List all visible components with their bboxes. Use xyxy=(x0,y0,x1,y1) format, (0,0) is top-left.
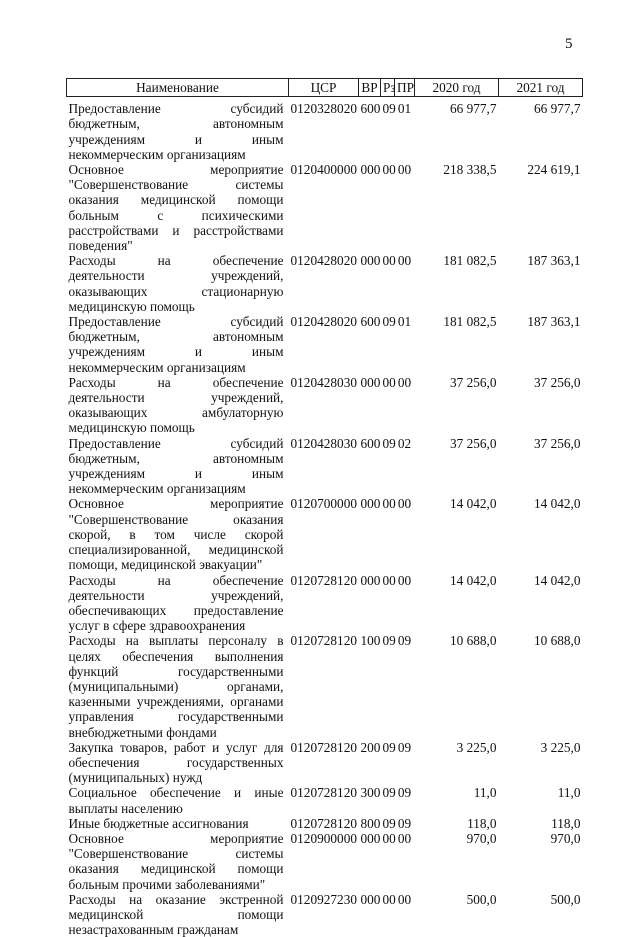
cell-2021: 224 619,1 xyxy=(527,162,581,178)
cell-2020: 500,0 xyxy=(466,891,497,907)
cell-rz: 00 xyxy=(382,496,396,512)
cell-2020: 10 688,0 xyxy=(449,633,497,649)
cell-vr: 000 xyxy=(360,891,381,907)
cell-csr: 0120728120 xyxy=(290,815,357,831)
header-2020: 2020 год xyxy=(415,79,499,97)
cell-2021: 14 042,0 xyxy=(533,496,581,512)
cell-csr: 0120428020 xyxy=(290,253,357,269)
cell-name: Основное мероприятие "Совершенствование системы оказания медицинской помощи больным с психическими расстройствами и расстройствами поведения" xyxy=(68,162,284,254)
cell-2021: 37 256,0 xyxy=(533,374,581,390)
cell-name: Предоставление субсидий бюджетным, автономным учреждениям и иным некоммерческим организациям xyxy=(68,314,284,375)
table-row xyxy=(67,831,583,892)
cell-csr: 0120728120 xyxy=(290,739,357,755)
cell-rz: 09 xyxy=(382,785,396,801)
table-row xyxy=(67,253,583,314)
cell-2021: 66 977,7 xyxy=(533,101,581,117)
table-row xyxy=(67,740,583,786)
cell-name: Основное мероприятие "Совершенствование оказания скорой, в том числе скорой специализированной, медицинской помощи, медицинской эвакуации" xyxy=(68,496,284,573)
table-body xyxy=(67,97,583,937)
cell-2021: 10 688,0 xyxy=(533,633,581,649)
cell-csr: 0120900000 xyxy=(290,830,357,846)
cell-2020: 37 256,0 xyxy=(449,435,497,451)
cell-csr: 0120927230 xyxy=(290,891,357,907)
cell-vr: 800 xyxy=(360,815,381,831)
table-row xyxy=(67,892,583,937)
cell-rz: 09 xyxy=(382,435,396,451)
cell-name: Предоставление субсидий бюджетным, автономным учреждениям и иным некоммерческим организациям xyxy=(68,101,284,162)
cell-vr: 000 xyxy=(360,374,381,390)
table-row xyxy=(67,496,583,572)
cell-name: Расходы на обеспечение деятельности учреждений, обеспечивающих предоставление услуг в сфере здравоохранения xyxy=(68,572,284,634)
cell-csr: 0120728120 xyxy=(290,572,357,588)
cell-vr: 100 xyxy=(360,633,381,649)
cell-csr: 0120700000 xyxy=(290,496,357,512)
cell-csr: 0120400000 xyxy=(290,162,357,178)
cell-2021: 187 363,1 xyxy=(527,253,581,269)
table-header-row xyxy=(67,79,583,97)
cell-csr: 0120728120 xyxy=(290,785,357,801)
table-row xyxy=(67,816,583,831)
header-pr: ПР xyxy=(395,79,415,97)
cell-pr: 00 xyxy=(397,253,412,269)
cell-pr: 01 xyxy=(397,314,412,330)
table-row xyxy=(67,314,583,375)
cell-vr: 000 xyxy=(360,572,381,588)
cell-rz: 09 xyxy=(382,101,396,117)
cell-csr: 0120428030 xyxy=(290,374,357,390)
table-row xyxy=(67,633,583,739)
cell-pr: 09 xyxy=(397,815,412,831)
cell-2021: 14 042,0 xyxy=(533,572,581,588)
cell-pr: 00 xyxy=(397,374,412,390)
cell-2020: 218 338,5 xyxy=(443,162,497,178)
table-row xyxy=(67,436,583,497)
cell-rz: 00 xyxy=(382,891,396,907)
cell-2021: 500,0 xyxy=(550,891,581,907)
cell-vr: 600 xyxy=(360,314,381,330)
cell-rz: 09 xyxy=(382,314,396,330)
page-number: 5 xyxy=(565,36,573,52)
cell-pr: 09 xyxy=(397,633,412,649)
table-row xyxy=(67,375,583,436)
header-vr: ВР xyxy=(359,79,381,97)
cell-pr: 02 xyxy=(397,435,412,451)
table-row xyxy=(67,97,583,162)
cell-csr: 0120328020 xyxy=(290,101,357,117)
cell-2020: 970,0 xyxy=(466,830,497,846)
cell-vr: 300 xyxy=(360,785,381,801)
cell-vr: 000 xyxy=(360,496,381,512)
budget-table xyxy=(66,78,583,937)
cell-vr: 000 xyxy=(360,162,381,178)
cell-2020: 181 082,5 xyxy=(443,314,497,330)
cell-pr: 00 xyxy=(397,830,412,846)
cell-2020: 3 225,0 xyxy=(456,739,497,755)
cell-name: Основное мероприятие "Совершенствование системы оказания медицинской помощи больным прочими заболеваниями" xyxy=(68,830,284,892)
cell-csr: 0120428030 xyxy=(290,435,357,451)
cell-2020: 37 256,0 xyxy=(449,374,497,390)
header-name: Наименование xyxy=(67,79,289,97)
cell-vr: 000 xyxy=(360,253,381,269)
cell-rz: 09 xyxy=(382,633,396,649)
cell-rz: 00 xyxy=(382,374,396,390)
cell-name: Расходы на обеспечение деятельности учреждений, оказывающих амбулаторную медицинскую помощь xyxy=(68,374,284,436)
cell-name: Расходы на выплаты персоналу в целях обеспечения выполнения функций государственными (муниципальными) органами, казенными учреждениями, органами управления государственными внебюджетными фондами xyxy=(68,633,284,740)
header-2021: 2021 год xyxy=(499,79,583,97)
cell-rz: 00 xyxy=(382,253,396,269)
cell-name: Иные бюджетные ассигнования xyxy=(68,815,249,831)
table-row xyxy=(67,162,583,253)
header-rz: Рз xyxy=(381,79,395,97)
cell-2020: 11,0 xyxy=(473,785,497,801)
cell-2020: 118,0 xyxy=(467,815,497,831)
cell-name: Расходы на оказание экстренной медицинской помощи незастрахованным гражданам xyxy=(68,891,284,937)
cell-pr: 09 xyxy=(397,739,412,755)
cell-pr: 01 xyxy=(397,101,412,117)
cell-2020: 66 977,7 xyxy=(449,101,497,117)
cell-rz: 00 xyxy=(382,830,396,846)
cell-2020: 14 042,0 xyxy=(449,496,497,512)
cell-csr: 0120428020 xyxy=(290,314,357,330)
cell-2021: 11,0 xyxy=(557,785,581,801)
cell-rz: 00 xyxy=(382,162,396,178)
cell-name: Предоставление субсидий бюджетным, автономным учреждениям и иным некоммерческим организациям xyxy=(68,435,284,497)
header-csr: ЦСР xyxy=(289,79,359,97)
cell-rz: 00 xyxy=(382,572,396,588)
cell-name: Социальное обеспечение и иные выплаты населению xyxy=(68,785,284,816)
cell-2021: 187 363,1 xyxy=(527,314,581,330)
cell-csr: 0120728120 xyxy=(290,633,357,649)
cell-vr: 600 xyxy=(360,101,381,117)
cell-2020: 181 082,5 xyxy=(443,253,497,269)
cell-name: Расходы на обеспечение деятельности учреждений, оказывающих стационарную медицинскую помощь xyxy=(68,253,284,314)
cell-2021: 970,0 xyxy=(550,830,581,846)
cell-2020: 14 042,0 xyxy=(449,572,497,588)
cell-pr: 00 xyxy=(397,496,412,512)
cell-2021: 37 256,0 xyxy=(533,435,581,451)
table-row xyxy=(67,785,583,815)
cell-pr: 00 xyxy=(397,891,412,907)
table-row xyxy=(67,573,583,634)
cell-vr: 600 xyxy=(360,435,381,451)
cell-2021: 3 225,0 xyxy=(540,739,581,755)
cell-vr: 000 xyxy=(360,830,381,846)
cell-2021: 118,0 xyxy=(551,815,581,831)
cell-pr: 09 xyxy=(397,785,412,801)
cell-vr: 200 xyxy=(360,739,381,755)
cell-rz: 09 xyxy=(382,739,396,755)
cell-name: Закупка товаров, работ и услуг для обеспечения государственных (муниципальных) нужд xyxy=(68,739,284,786)
cell-pr: 00 xyxy=(397,572,412,588)
cell-pr: 00 xyxy=(397,162,412,178)
cell-rz: 09 xyxy=(382,815,396,831)
